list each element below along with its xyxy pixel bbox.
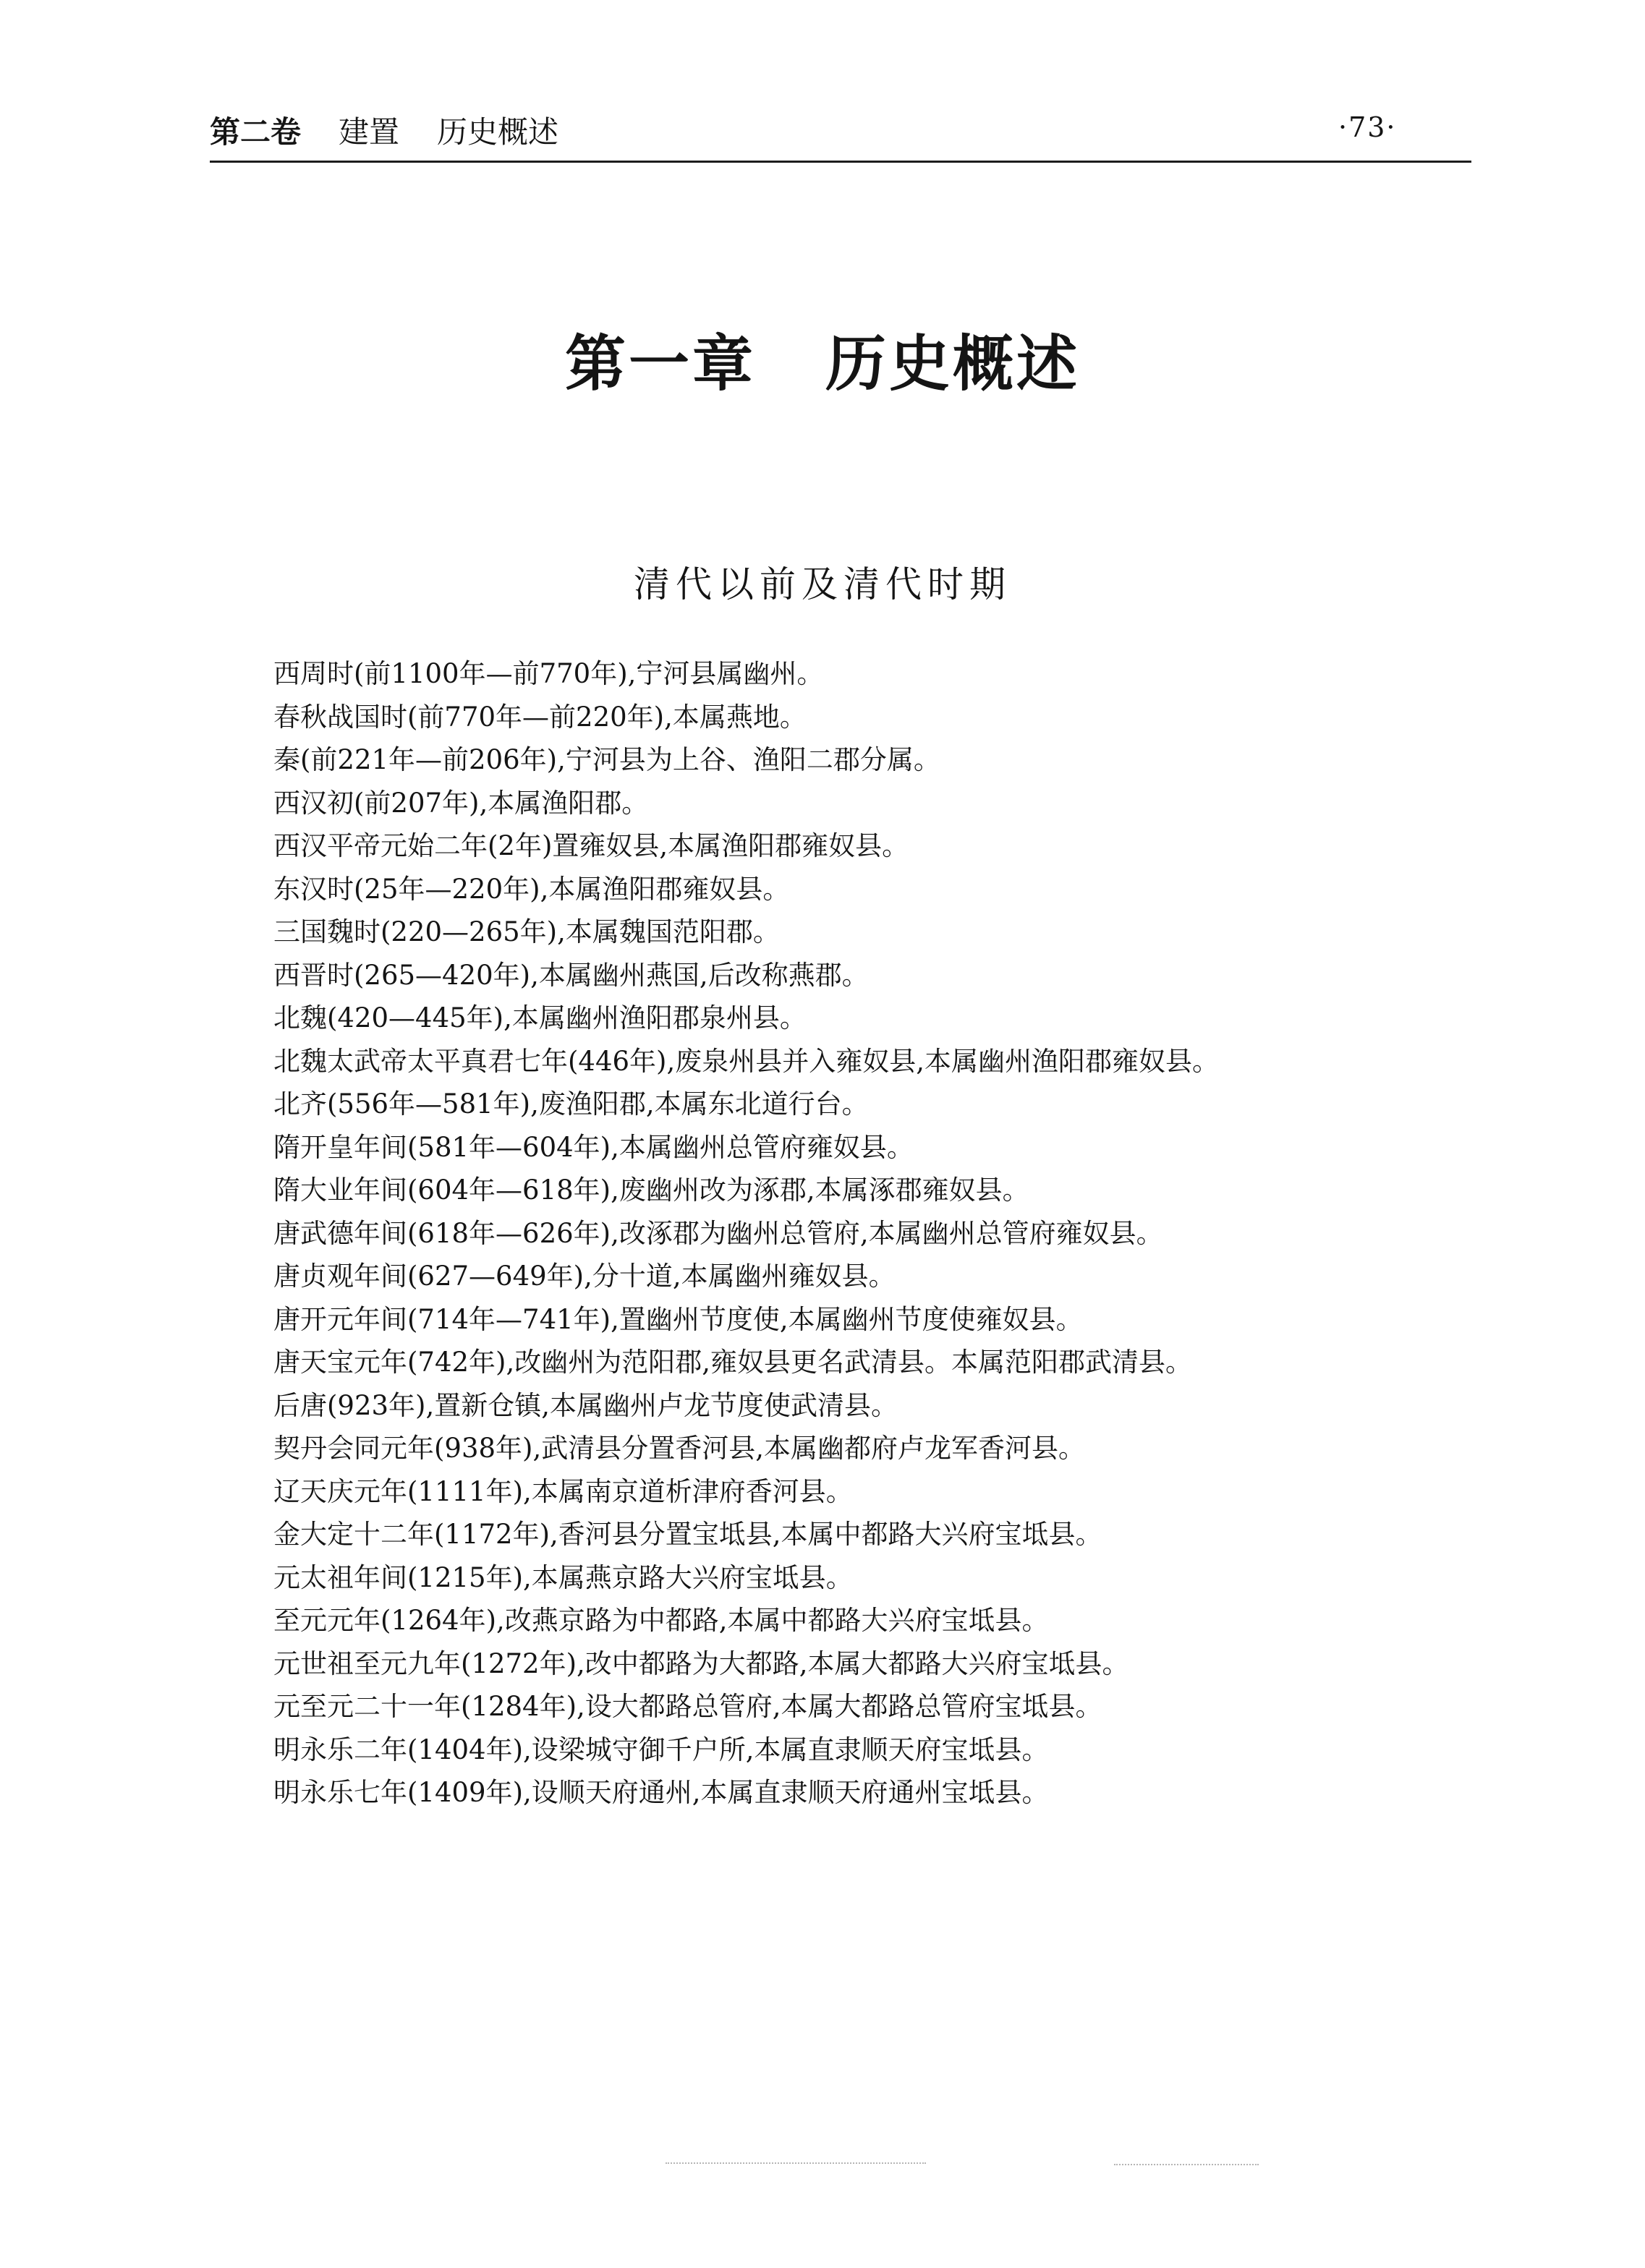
- chronology-entry: 西汉平帝元始二年(2年)置雍奴县,本属渔阳郡雍奴县。: [273, 830, 909, 861]
- chronology-entry: 至元元年(1264年),改燕京路为中都路,本属中都路大兴府宝坻县。: [273, 1605, 1049, 1636]
- chronology-entry: 秦(前221年—前206年),宁河县为上谷、渔阳二郡分属。: [273, 744, 940, 775]
- header-rule: [210, 161, 1471, 163]
- page-number: ·73·: [1338, 111, 1397, 143]
- chapter-title: [0, 315, 1645, 403]
- chronology-entry: 唐开元年间(714年—741年),置幽州节度使,本属幽州节度使雍奴县。: [273, 1303, 1083, 1335]
- chronology-entry: 东汉时(25年—220年),本属渔阳郡雍奴县。: [273, 873, 790, 905]
- chronology-entry: 辽天庆元年(1111年),本属南京道析津府香河县。: [273, 1475, 853, 1507]
- running-head: [210, 108, 558, 152]
- chronology-entry: 金大定十二年(1172年),香河县分置宝坻县,本属中都路大兴府宝坻县。: [273, 1519, 1102, 1550]
- chronology-entry: 隋大业年间(604年—618年),废幽州改为涿郡,本属涿郡雍奴县。: [273, 1174, 1029, 1206]
- chronology-entry: 唐天宝元年(742年),改幽州为范阳郡,雍奴县更名武清县。本属范阳郡武清县。: [273, 1347, 1193, 1378]
- chronology-entry: 北齐(556年—581年),废渔阳郡,本属东北道行台。: [273, 1088, 869, 1120]
- chronology-entry: 元太祖年间(1215年),本属燕京路大兴府宝坻县。: [273, 1561, 853, 1593]
- chronology-entry: 契丹会同元年(938年),武清县分置香河县,本属幽都府卢龙军香河县。: [273, 1433, 1086, 1464]
- chronology-entry: 隋开皇年间(581年—604年),本属幽州总管府雍奴县。: [273, 1131, 914, 1163]
- chronology-entry: 西晋时(265—420年),本属幽州燕国,后改称燕郡。: [273, 959, 869, 991]
- running-head-volume: 第二卷: [210, 114, 302, 150]
- chronology-entry: 后唐(923年),置新仓镇,本属幽州卢龙节度使武清县。: [273, 1389, 898, 1421]
- chronology-entry: 春秋战国时(前770年—前220年),本属燕地。: [273, 701, 807, 733]
- scan-speck: [1114, 2164, 1259, 2165]
- chapter-name: 历史概述: [825, 328, 1081, 399]
- chronology-entry: 北魏太武帝太平真君七年(446年),废泉州县并入雍奴县,本属幽州渔阳郡雍奴县。: [273, 1045, 1220, 1077]
- running-head-section: 建置: [339, 114, 400, 150]
- running-head-chapter: 历史概述: [437, 114, 559, 150]
- chronology-entry: 西汉初(前207年),本属渔阳郡。: [273, 787, 649, 819]
- chronology-entry: 北魏(420—445年),本属幽州渔阳郡泉州县。: [273, 1002, 807, 1033]
- section-title: 清代以前及清代时期: [634, 563, 1011, 605]
- chronology-entry: 元世祖至元九年(1272年),改中都路为大都路,本属大都路大兴府宝坻县。: [273, 1647, 1129, 1679]
- chronology-entry: 明永乐二年(1404年),设梁城守御千户所,本属直隶顺天府宝坻县。: [273, 1734, 1049, 1765]
- chapter-number: 第一章: [564, 328, 756, 399]
- chronology-entry: 明永乐七年(1409年),设顺天府通州,本属直隶顺天府通州宝坻县。: [273, 1777, 1049, 1808]
- chronology-list: [273, 652, 1431, 1815]
- chronology-entry: 唐武德年间(618年—626年),改涿郡为幽州总管府,本属幽州总管府雍奴县。: [273, 1217, 1163, 1249]
- chronology-entry: 唐贞观年间(627—649年),分十道,本属幽州雍奴县。: [273, 1261, 896, 1292]
- scan-speck: [666, 2162, 926, 2164]
- chronology-entry: 元至元二十一年(1284年),设大都路总管府,本属大都路总管府宝坻县。: [273, 1691, 1102, 1722]
- chronology-entry: 三国魏时(220—265年),本属魏国范阳郡。: [273, 916, 780, 947]
- chronology-entry: 西周时(前1100年—前770年),宁河县属幽州。: [273, 658, 824, 689]
